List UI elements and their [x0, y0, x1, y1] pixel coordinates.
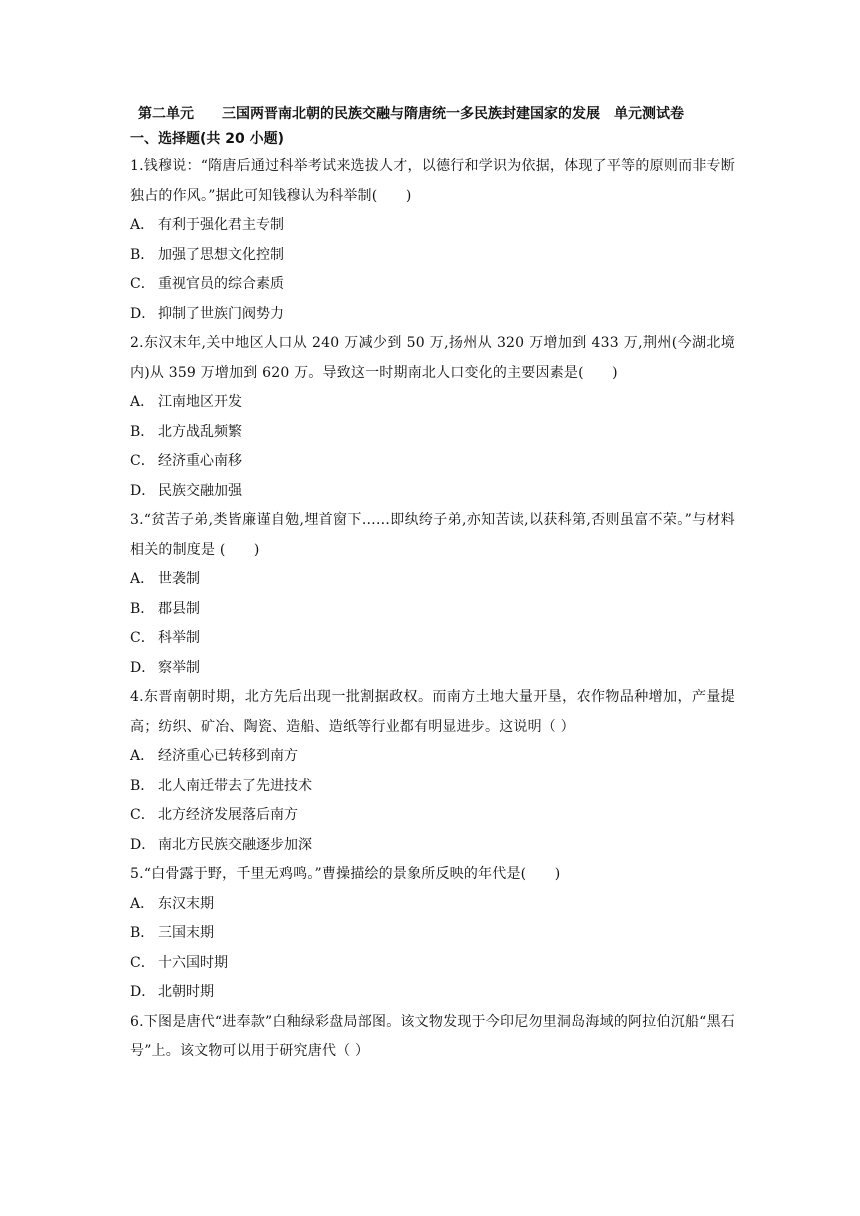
- document-title: 第二单元 三国两晋南北朝的民族交融与隋唐统一多民族封建国家的发展 单元测试卷: [138, 106, 684, 122]
- answer-option: [130, 742, 735, 772]
- option-text: 十六国时期: [158, 954, 228, 971]
- option-letter: B．: [130, 246, 155, 263]
- option-text: 北朝时期: [158, 984, 214, 1000]
- option-letter: A．: [130, 895, 155, 912]
- option-text: 南北方民族交融逐步加深: [158, 836, 312, 853]
- option-text: 抑制了世族门阀势力: [158, 305, 284, 322]
- option-text: 东汉末期: [158, 895, 214, 912]
- option-letter: B．: [130, 600, 155, 617]
- answer-option: [130, 654, 735, 684]
- option-letter: C．: [130, 453, 155, 469]
- answer-option: [130, 418, 735, 448]
- option-text: 北方战乱频繁: [158, 423, 242, 440]
- option-text: 经济重心已转移到南方: [158, 748, 298, 764]
- answer-option: [130, 388, 735, 418]
- option-text: 民族交融加强: [158, 482, 242, 499]
- answer-option: [130, 890, 735, 920]
- answer-option: [130, 300, 735, 330]
- question-stem: 6.下图是唐代“进奉款”白釉绿彩盘局部图。该文物发现于今印尼勿里洞岛海域的阿拉伯沉船“黑石号”上。该文物可以用于研究唐代（ ）: [130, 1013, 735, 1059]
- answer-option: [130, 241, 735, 271]
- section-heading: 一、选择题(共 20 小题): [130, 131, 285, 147]
- question-list: [130, 152, 735, 1067]
- answer-option: [130, 801, 735, 831]
- answer-option: [130, 447, 735, 477]
- option-text: 北方经济发展落后南方: [158, 807, 298, 823]
- question-2: [130, 329, 735, 506]
- option-text: 三国末期: [158, 925, 214, 941]
- option-letter: B．: [130, 925, 155, 941]
- option-text: 科举制: [158, 630, 200, 646]
- option-letter: A．: [130, 217, 155, 233]
- answer-option: [130, 477, 735, 507]
- option-letter: C．: [130, 954, 155, 971]
- option-text: 重视官员的综合素质: [158, 276, 284, 292]
- option-letter: A．: [130, 394, 155, 410]
- option-letter: B．: [130, 423, 155, 440]
- option-letter: B．: [130, 777, 155, 794]
- option-text: 察举制: [158, 659, 200, 676]
- option-text: 经济重心南移: [158, 453, 242, 469]
- option-text: 世袭制: [158, 571, 200, 587]
- answer-option: [130, 565, 735, 595]
- answer-option: [130, 270, 735, 300]
- question-5: [130, 860, 735, 1008]
- document-content: [130, 102, 735, 1067]
- option-letter: C．: [130, 807, 155, 823]
- option-text: 江南地区开发: [158, 394, 242, 410]
- option-text: 北人南迁带去了先进技术: [158, 777, 312, 794]
- option-letter: C．: [130, 630, 155, 646]
- option-letter: D．: [130, 984, 156, 1000]
- question-6: [130, 1008, 735, 1067]
- question-4: [130, 683, 735, 860]
- option-letter: D．: [130, 836, 156, 853]
- answer-option: [130, 595, 735, 625]
- option-text: 郡县制: [158, 600, 200, 617]
- question-1: [130, 152, 735, 329]
- question-3: [130, 506, 735, 683]
- question-stem: 1.钱穆说：“隋唐后通过科举考试来选拔人才，以德行和学识为依据，体现了平等的原则而非专断独占的作风。”据此可知钱穆认为科举制( ): [130, 158, 735, 204]
- option-letter: D．: [130, 305, 156, 322]
- option-text: 加强了思想文化控制: [158, 246, 284, 263]
- option-letter: C．: [130, 276, 155, 292]
- answer-option: [130, 772, 735, 802]
- option-text: 有利于强化君主专制: [158, 217, 284, 233]
- question-stem: 3.“贫苦子弟,类皆廉谨自勉,埋首窗下……即纨绔子弟,亦知苦读,以获科第,否则虽富不荣。”与材料相关的制度是 ( ): [130, 512, 735, 558]
- question-stem: 2.东汉末年,关中地区人口从 240 万减少到 50 万,扬州从 320 万增加到 433 万,荆州(今湖北境内)从 359 万增加到 620 万。导致这一时期南北人口变化的主要因素是( ): [130, 335, 735, 381]
- answer-option: [130, 624, 735, 654]
- option-letter: A．: [130, 571, 155, 587]
- answer-option: [130, 919, 735, 949]
- option-letter: A．: [130, 748, 155, 764]
- option-letter: D．: [130, 482, 156, 499]
- question-stem: 4.东晋南朝时期，北方先后出现一批割据政权。而南方土地大量开垦，农作物品种增加，产量提高；纺织、矿冶、陶瓷、造船、造纸等行业都有明显进步。这说明（ ）: [130, 689, 735, 735]
- answer-option: [130, 831, 735, 861]
- answer-option: [130, 949, 735, 979]
- answer-option: [130, 211, 735, 241]
- answer-option: [130, 978, 735, 1008]
- question-stem: 5.“白骨露于野，千里无鸡鸣。”曹操描绘的景象所反映的年代是( ): [130, 866, 561, 882]
- option-letter: D．: [130, 659, 156, 676]
